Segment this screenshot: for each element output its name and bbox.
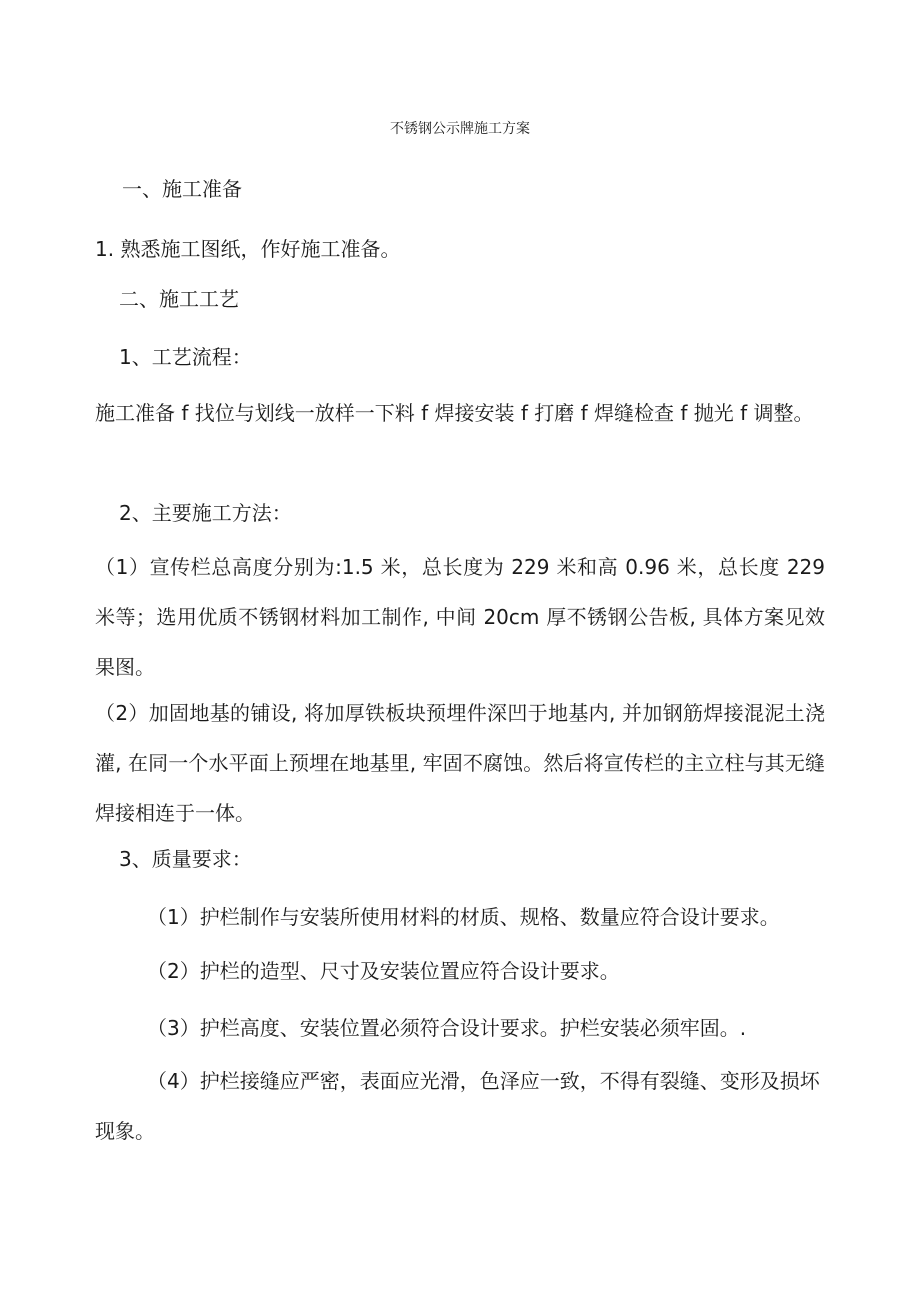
quality-item-1: （1）护栏制作与安装所使用材料的材质、规格、数量应符合设计要求。 <box>147 905 780 929</box>
quality-item-2: （2）护栏的造型、尺寸及安装位置应符合设计要求。 <box>147 959 620 983</box>
method-item-1: （1）宣传栏总高度分别为:1.5 米，总长度为 229 米和高 0.96 米，总长度 229 米等；选用优质不锈钢材料加工制作, 中间 20cm 厚不锈钢公告板, 具体方案见效果图。 <box>95 555 825 679</box>
document-title: 不锈钢公示牌施工方案 <box>390 121 530 137</box>
quality-item-4: （4）护栏接缝应严密，表面应光滑，色泽应一致，不得有裂缝、变形及损坏现象。 <box>95 1069 820 1143</box>
method-item-2: （2）加固地基的铺设, 将加厚铁板块预埋件深凹于地基内, 并加钢筋焊接混泥土浇灌, 在同一个水平面上预埋在地基里, 牢固不腐蚀。然后将宣传栏的主立柱与其无缝焊接相连于一体。 <box>95 701 825 825</box>
quality-item-3: （3）护栏高度、安装位置必须符合设计要求。护栏安装必须牢固。. <box>147 1016 747 1040</box>
section-heading-process: 二、施工工艺 <box>119 287 239 311</box>
subheading-quality-requirements: 3、质量要求： <box>119 847 252 871</box>
subheading-process-flow: 1、工艺流程： <box>119 345 252 369</box>
process-flow-text: 施工准备 f 找位与划线一放样一下料 f 焊接安装 f 打磨 f 焊缝检查 f 抛光 f 调整。 <box>95 401 814 425</box>
subheading-construction-methods: 2、主要施工方法： <box>119 501 292 525</box>
preparation-item-1: 1. 熟悉施工图纸，作好施工准备。 <box>95 237 401 261</box>
section-heading-preparation: 一、施工准备 <box>122 177 242 201</box>
